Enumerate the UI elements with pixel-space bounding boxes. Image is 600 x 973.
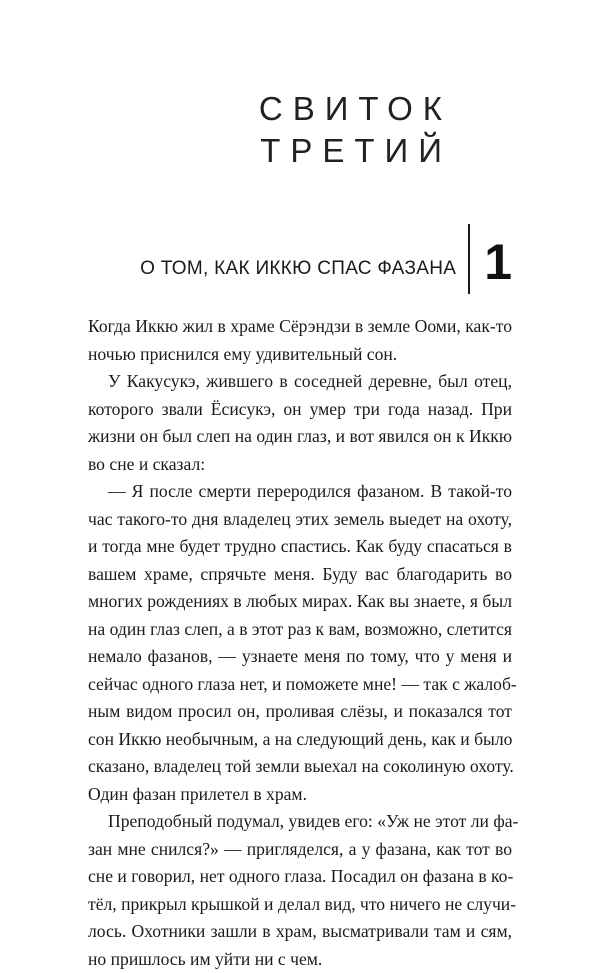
text-line: ным видом просил он, проливая слёзы, и показался тот	[88, 698, 512, 726]
text-line: на один глаз слеп, а в этот раз к вам, возможно, слетится	[88, 616, 512, 644]
text-line: сон Иккю необычным, а на следующий день, как и было	[88, 726, 512, 754]
text-line: и тогда мне будет трудно спастись. Как буду спасаться в	[88, 533, 512, 561]
chapter-title: О ТОМ, КАК ИККЮ СПАС ФАЗАНА	[140, 238, 468, 280]
text-line: вашем храме, спрячьте меня. Буду вас благодарить во	[88, 561, 512, 589]
part-title-line-1: СВИТОК	[259, 88, 452, 130]
text-line: Преподобный подумал, увидев его: «Уж не этот ли фа-	[88, 808, 512, 836]
text-line: но пришлось им уйти ни с чем.	[88, 946, 512, 973]
text-line: жизни он был слеп на один глаз, и вот явился он к Иккю	[88, 423, 512, 451]
part-title	[259, 88, 452, 172]
text-line: Один фазан прилетел в храм.	[88, 781, 512, 809]
chapter-heading	[140, 224, 512, 294]
text-line: сне и говорил, нет одного глаза. Посадил он фазана в ко-	[88, 863, 512, 891]
text-line: Когда Иккю жил в храме Сёрэндзи в земле Ооми, как-то	[88, 313, 512, 341]
text-line: во сне и сказал:	[88, 451, 512, 479]
text-line: лось. Охотники зашли в храм, высматривали там и сям,	[88, 918, 512, 946]
text-line: которого звали Ёсисукэ, он умер три года назад. При	[88, 396, 512, 424]
body-text	[88, 313, 512, 973]
text-line: немало фазанов, — узнаете меня по тому, что у меня и	[88, 643, 512, 671]
text-line: сказано, владелец той земли выехал на соколиную охоту.	[88, 753, 512, 781]
text-line: сейчас одного глаза нет, и поможете мне! — так с жалоб-	[88, 671, 512, 699]
text-line: ночью приснился ему удивительный сон.	[88, 341, 512, 369]
chapter-number: 1	[470, 231, 512, 287]
text-line: — Я после смерти переродился фазаном. В такой-то	[88, 478, 512, 506]
text-line: тёл, прикрыл крышкой и делал вид, что ничего не случи-	[88, 891, 512, 919]
text-line: У Какусукэ, жившего в соседней деревне, был отец,	[88, 368, 512, 396]
text-line: час такого-то дня владелец этих земель выедет на охоту,	[88, 506, 512, 534]
text-line: многих рождениях в любых мирах. Как вы знаете, я был	[88, 588, 512, 616]
text-line: зан мне снился?» — пригляделся, а у фазана, как тот во	[88, 836, 512, 864]
part-title-line-2: ТРЕТИЙ	[259, 130, 452, 172]
